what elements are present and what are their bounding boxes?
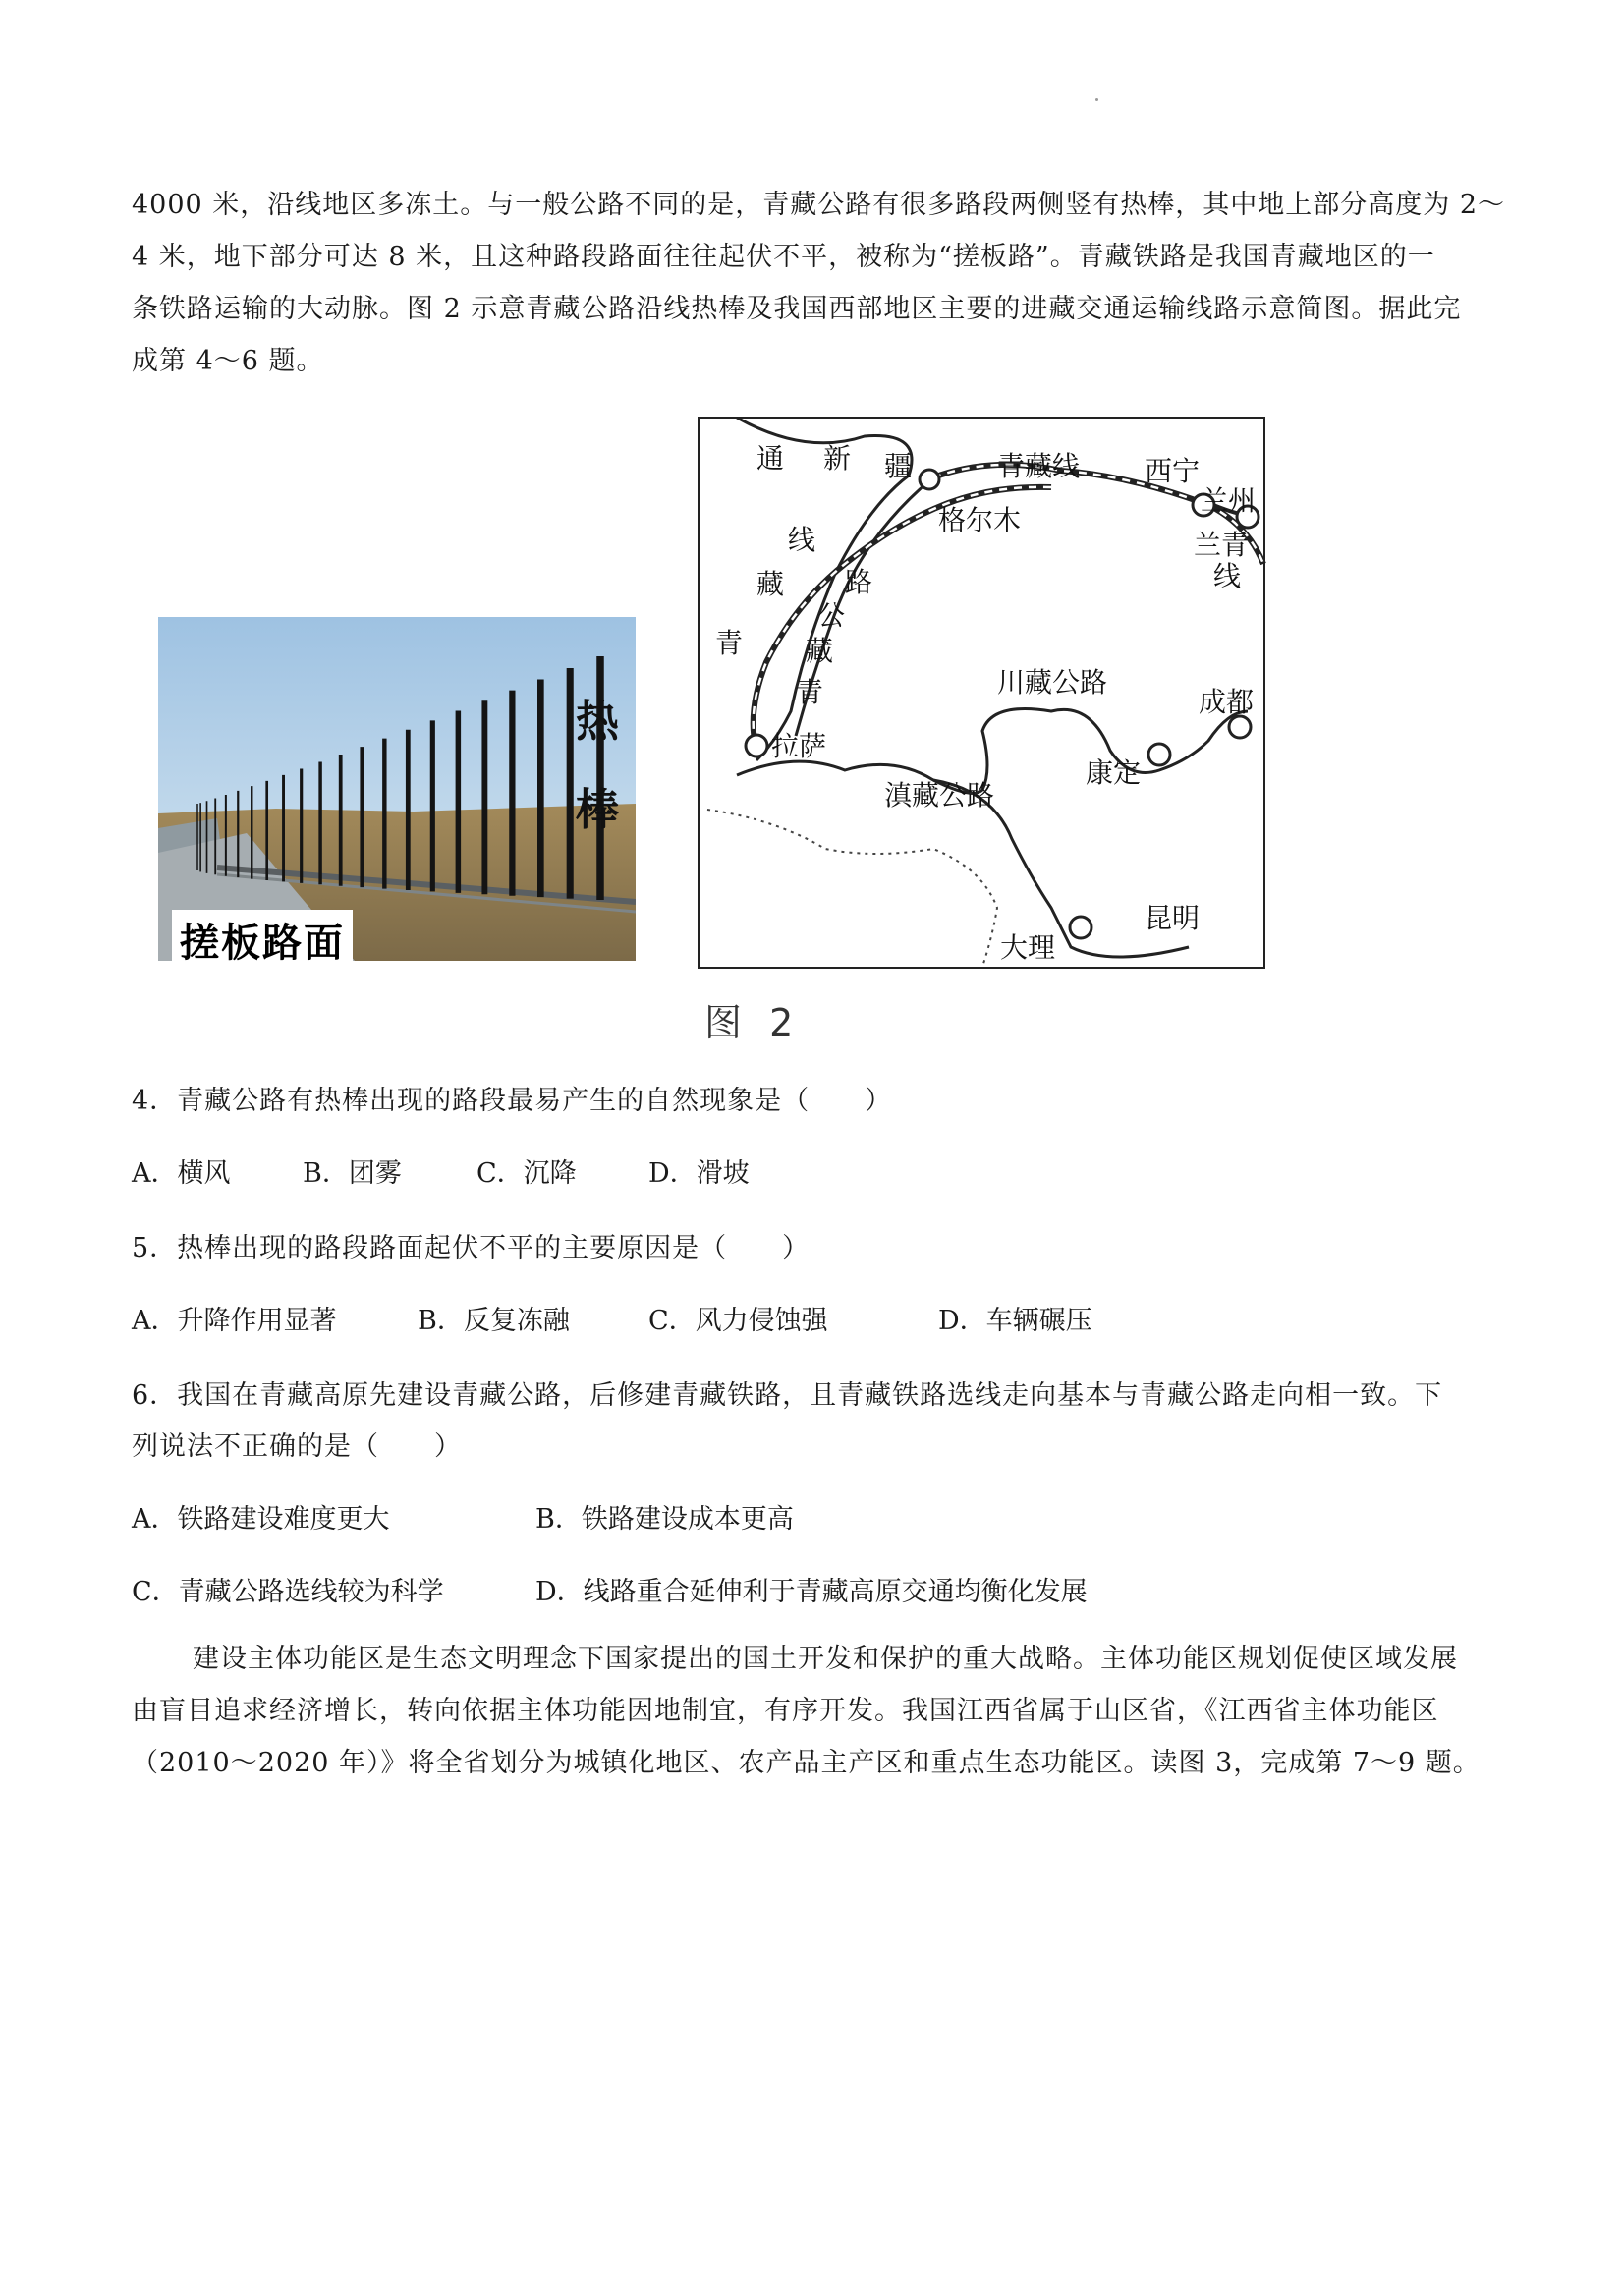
q5-stem: 5．热棒出现的路段路面起伏不平的主要原因是（ ）	[132, 1233, 811, 1263]
map-label-road-v1: 路	[845, 566, 873, 598]
q6-option-c[interactable]: C．青藏公路选线较为科学	[132, 1577, 444, 1607]
map-label-rail-v3: 青	[715, 627, 744, 659]
map-label-lanqing-1: 兰青	[1194, 529, 1250, 561]
map-label-lhasa: 拉萨	[771, 730, 827, 762]
scan-dot	[1095, 98, 1098, 101]
map-label-dali: 大理	[1000, 931, 1056, 964]
photo-tag-1: 热	[576, 697, 619, 747]
intro-line-2: 4 米，地下部分可达 8 米，且这种路段路面往往起伏不平，被称为“搓板路”。青藏铁路是我国青藏地区的一	[132, 242, 1435, 272]
figure-2	[142, 411, 1272, 1044]
q6-option-d[interactable]: D．线路重合延伸利于青藏高原交通均衡化发展	[535, 1577, 1088, 1607]
hot-rod-photo	[158, 617, 636, 961]
map-label-chuanzang: 川藏公路	[997, 666, 1108, 699]
q4-option-d[interactable]: D．滑坡	[648, 1158, 750, 1189]
q5-option-c[interactable]: C．风力侵蚀强	[648, 1306, 828, 1336]
map-label-xining: 西宁	[1145, 455, 1201, 487]
next-line-3: （2010～2020 年）》将全省划分为城镇化地区、农产品主产区和重点生态功能区。读图 3，完成第 7～9 题。	[132, 1748, 1481, 1778]
map-label-kunming: 昆明	[1145, 902, 1201, 934]
next-line-2: 由盲目追求经济增长，转向依据主体功能因地制宜，有序开发。我国江西省属于山区省，《江西省主体功能区	[132, 1696, 1439, 1726]
intro-line-4: 成第 4～6 题。	[132, 346, 324, 376]
q6-stem-1: 6．我国在青藏高原先建设青藏公路，后修建青藏铁路，且青藏铁路选线走向基本与青藏公路走向相一致。下	[132, 1380, 1443, 1411]
map-label-road-v2: 公	[817, 599, 846, 632]
map-label-road-v3: 藏	[806, 635, 834, 667]
tibet-transport-map	[698, 417, 1267, 977]
intro-line-1: 4000 米，沿线地区多冻土。与一般公路不同的是，青藏公路有很多路段两侧竖有热棒，其中地上部分高度为 2～	[132, 190, 1506, 220]
map-label-road-v4: 青	[796, 676, 824, 708]
map-label-qingzang-line: 青藏线	[997, 450, 1081, 482]
q6-option-a[interactable]: A．铁路建设难度更大	[132, 1504, 390, 1535]
q4-option-c[interactable]: C．沉降	[476, 1158, 577, 1189]
map-label-xin: 新	[823, 442, 852, 475]
q5-option-d[interactable]: D．车辆碾压	[938, 1306, 1092, 1336]
map-label-rail-v2: 藏	[756, 568, 785, 600]
map-label-golmud: 格尔木	[938, 504, 1022, 536]
map-label-dianzang: 滇藏公路	[884, 779, 995, 812]
q4-option-a[interactable]: A．横风	[132, 1158, 231, 1189]
photo-tag-2: 棒	[576, 785, 619, 835]
next-line-1: 建设主体功能区是生态文明理念下国家提出的国土开发和保护的重大战略。主体功能区规划促使区域发展	[193, 1644, 1458, 1674]
q6-option-b[interactable]: B．铁路建设成本更高	[535, 1504, 794, 1535]
map-label-rail-v1: 线	[788, 524, 816, 556]
q4-option-b[interactable]: B．团雾	[303, 1158, 402, 1189]
figure-caption: 图 2	[704, 1001, 802, 1044]
map-label-jiang: 疆	[884, 450, 913, 482]
q6-stem-2: 列说法不正确的是（ ）	[132, 1431, 462, 1462]
intro-line-3: 条铁路运输的大动脉。图 2 示意青藏公路沿线热棒及我国西部地区主要的进藏交通运输线路示意简图。据此完	[132, 294, 1462, 324]
map-label-lanzhou: 兰州	[1201, 484, 1257, 517]
q5-option-b[interactable]: B．反复冻融	[418, 1306, 570, 1336]
map-label-chengdu: 成都	[1199, 686, 1255, 718]
map-label-kangding: 康定	[1086, 756, 1142, 789]
map-label-tong: 通	[756, 442, 785, 475]
q5-option-a[interactable]: A．升降作用显著	[132, 1306, 337, 1336]
photo-label: 搓板路面	[172, 910, 353, 961]
map-label-lanqing-2: 线	[1213, 560, 1242, 592]
q4-stem: 4．青藏公路有热棒出现的路段最易产生的自然现象是（ ）	[132, 1086, 893, 1116]
